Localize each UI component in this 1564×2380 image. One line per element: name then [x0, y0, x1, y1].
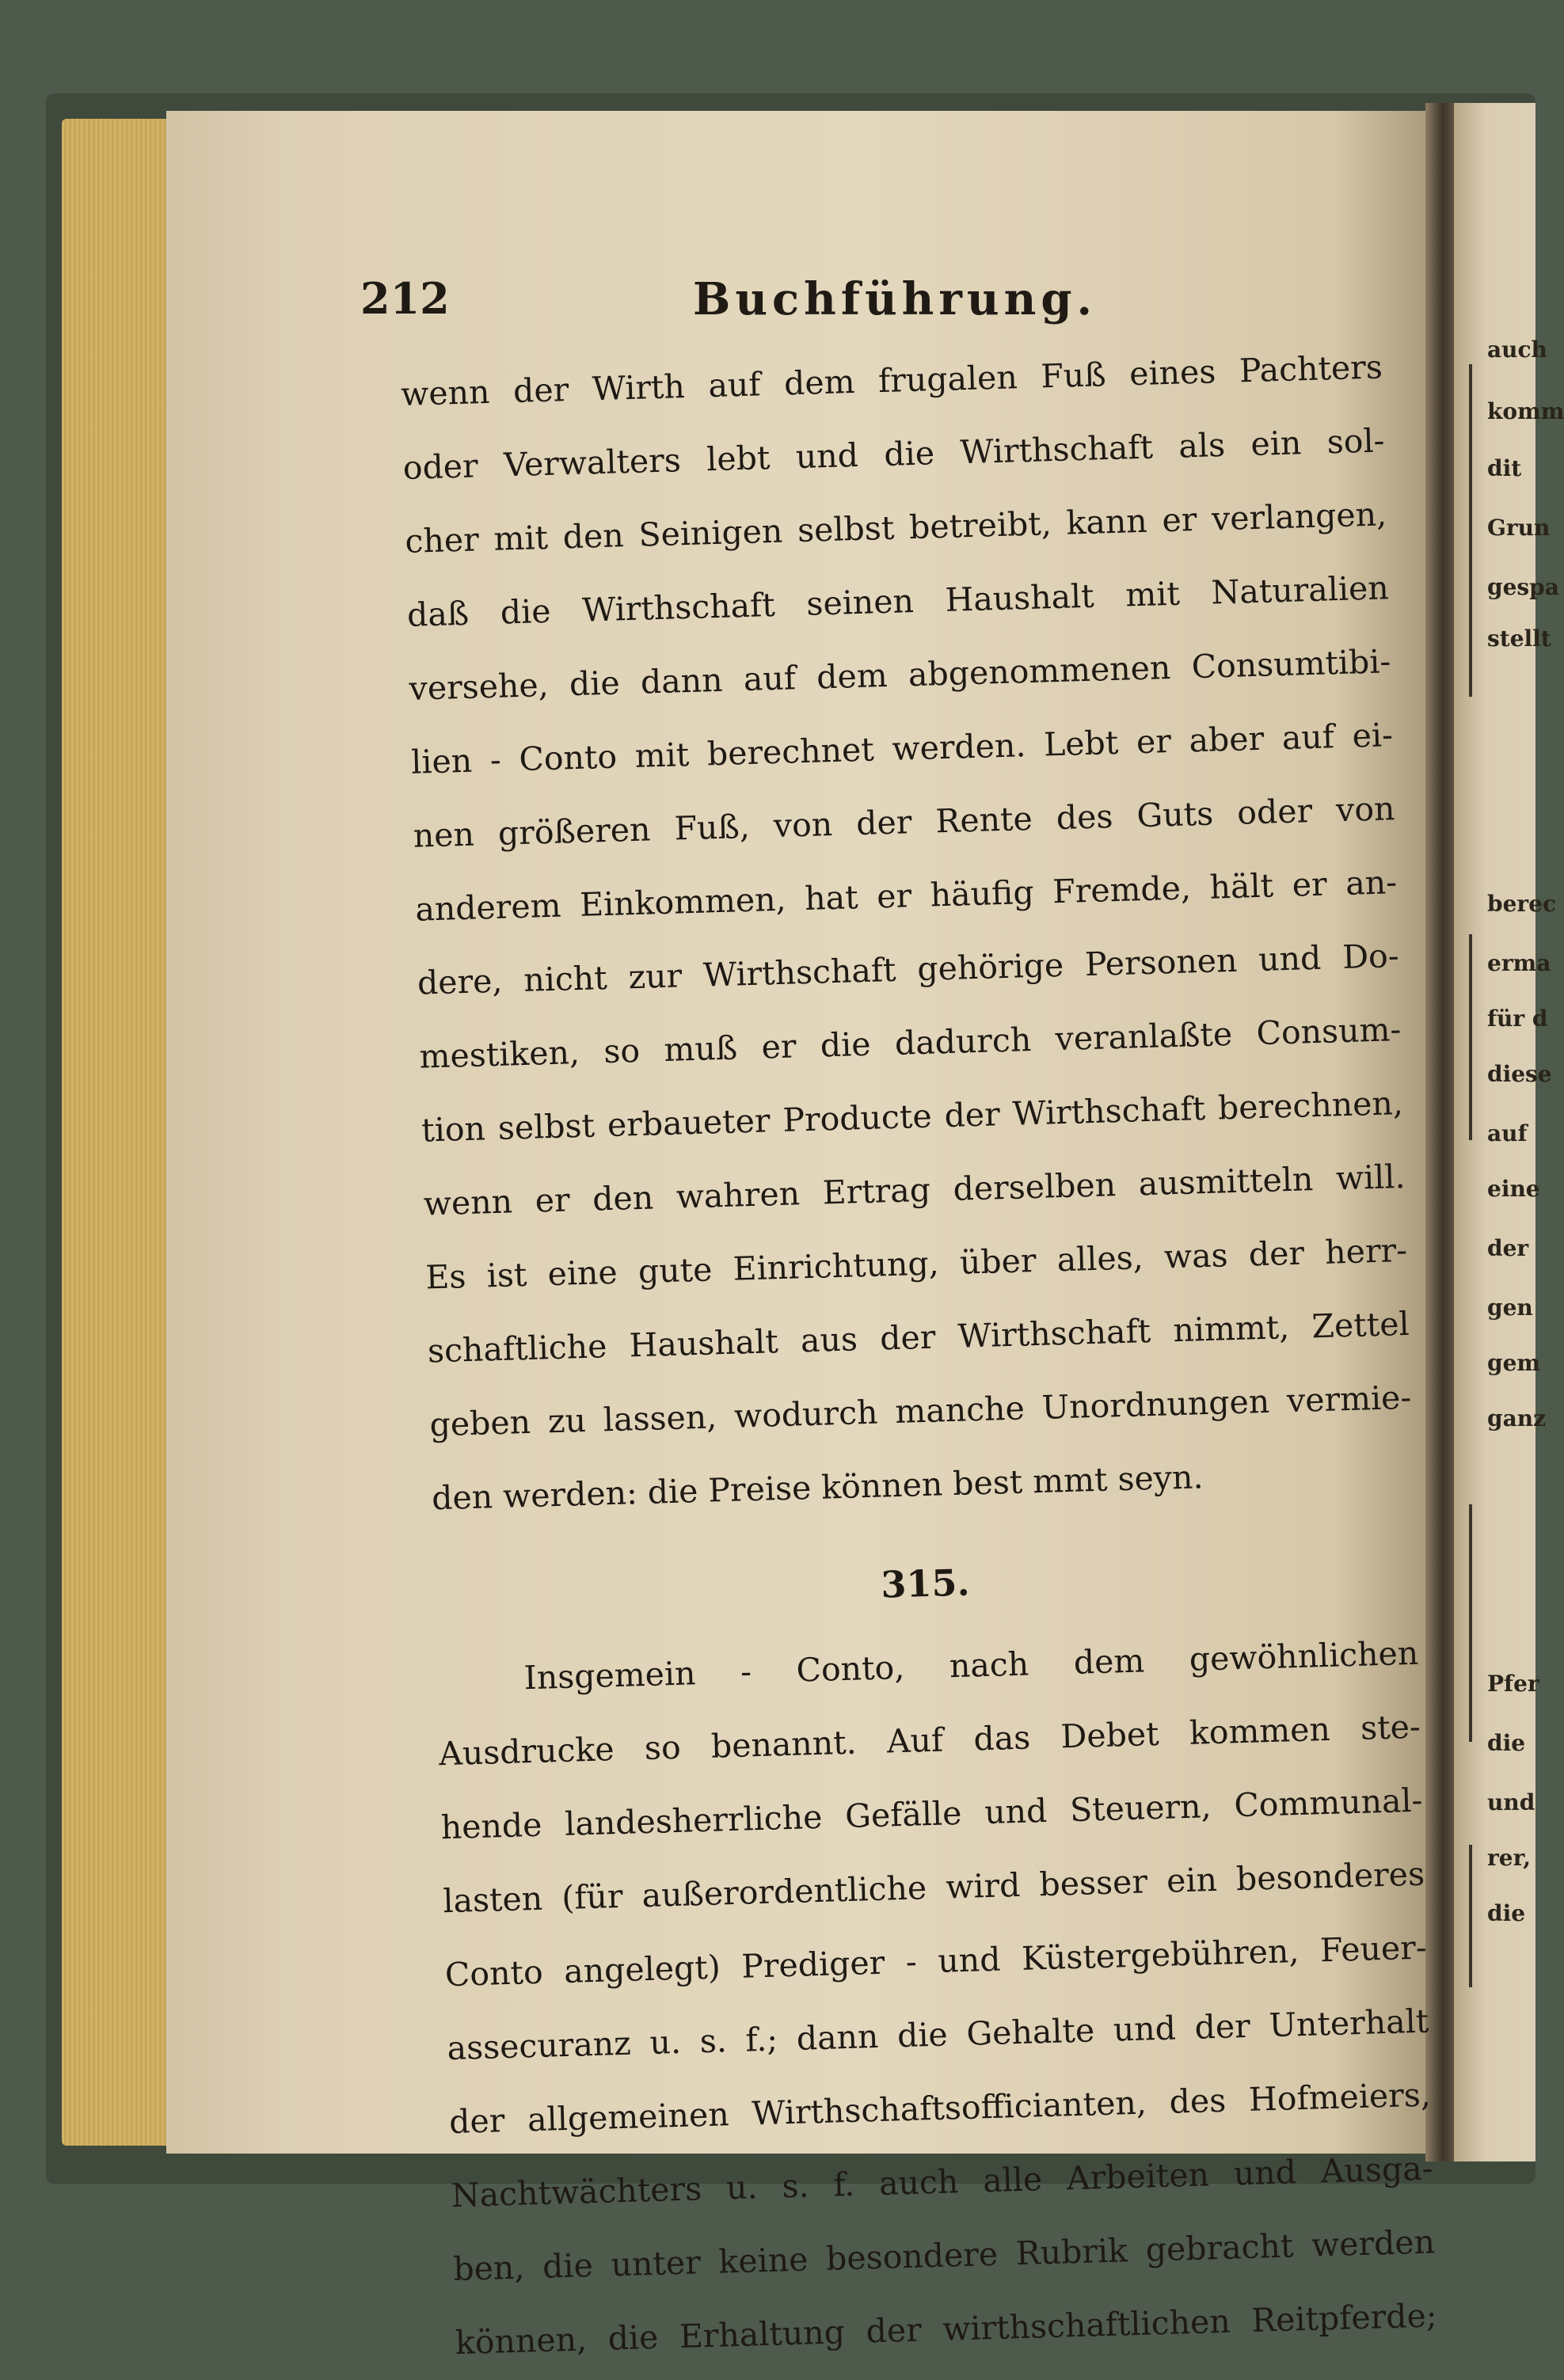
facing-fragment: eine [1487, 1176, 1540, 1202]
facing-fragment: die [1487, 1900, 1526, 1926]
facing-fragment: rer, [1487, 1845, 1532, 1871]
text-line: cher mit den Seinigen selbst betreibt, kann er verlangen, [404, 495, 1387, 561]
text-line: ben, die unter keine besondere Rubrik gebracht werden [452, 2222, 1436, 2289]
facing-fragment: Pfer [1487, 1671, 1539, 1697]
facing-fragment: gem [1487, 1350, 1541, 1376]
margin-line [1469, 364, 1472, 697]
text-line: lien - Conto mit berechnet werden. Lebt er aber auf ei- [410, 716, 1394, 781]
text-line: den werden: die Preise können best mmt seyn. [431, 1458, 1204, 1518]
text-line: assecuranz u. s. f.; dann die Gehalte und der Unterhalt [446, 2002, 1429, 2068]
text-line: können, die Erhaltung der wirthschaftlichen Reitpferde; [455, 2296, 1438, 2363]
body-text [400, 330, 1438, 2380]
facing-fragment: stellt [1487, 625, 1551, 652]
text-line: Ausdrucke so benannt. Auf das Debet kommen ste- [438, 1707, 1421, 1774]
text-line: versehe, die dann auf dem abgenommenen Consumtibi- [409, 642, 1391, 708]
text-line: Insgemein - Conto, nach dem gewöhnlichen [523, 1633, 1419, 1698]
text-line: hende landesherrliche Gefälle und Steuern, Communal- [440, 1781, 1424, 1847]
facing-fragment: Grun [1487, 515, 1551, 541]
margin-line [1469, 1845, 1472, 1987]
facing-fragment: komm [1487, 398, 1564, 424]
text-line: Conto angelegt) Prediger - und Küstergebühren, Feuer- [444, 1928, 1428, 1994]
text-line: Nachtwächters u. s. f. auch alle Arbeiten und Ausga- [451, 2149, 1434, 2215]
margin-line [1469, 1504, 1472, 1742]
text-line: geben zu lassen, wodurch manche Unordnungen vermie- [428, 1378, 1412, 1444]
text-line: lasten (für außerordentliche wird besser ein besonderes [442, 1854, 1425, 1921]
text-line: daß die Wirthschaft seinen Haushalt mit Naturalien [406, 568, 1390, 634]
facing-fragment: für d [1487, 1006, 1548, 1032]
text-line: der allgemeinen Wirthschaftsofficianten, des Hofmeiers, [448, 2075, 1432, 2142]
running-head: Buchführung. [693, 273, 1097, 325]
facing-fragment: berec [1487, 891, 1557, 917]
facing-fragment: gespa [1487, 574, 1559, 600]
facing-fragment: dit [1487, 455, 1522, 481]
text-line: Es ist eine gute Einrichtung, über alles, was der herr- [424, 1230, 1408, 1297]
facing-fragment: auf [1487, 1120, 1528, 1146]
margin-line [1469, 934, 1472, 1140]
text-line: wenn er den wahren Ertrag derselben ausmitteln will. [423, 1157, 1406, 1223]
facing-fragment: auch [1487, 336, 1547, 363]
facing-fragment: die [1487, 1730, 1526, 1756]
facing-fragment: der [1487, 1235, 1529, 1261]
text-line: schaftliche Haushalt aus der Wirthschaft nimmt, Zettel [427, 1304, 1410, 1371]
facing-fragment: erma [1487, 950, 1551, 976]
text-line: nen größeren Fuß, von der Rente des Guts oder von [413, 789, 1396, 855]
text-line: oder Verwalters lebt und die Wirthschaft als ein sol- [402, 421, 1386, 487]
text-line: dere, nicht zur Wirthschaft gehörige Personen und Do- [417, 937, 1400, 1002]
text-line: wenn der Wirth auf dem frugalen Fuß eines Pachters [400, 348, 1383, 413]
page-header [360, 273, 1358, 336]
facing-fragment: ganz [1487, 1405, 1546, 1431]
section-number: 315. [880, 1561, 971, 1606]
book-gutter [1425, 103, 1457, 2161]
page-number: 212 [360, 273, 450, 324]
facing-fragment: gen [1487, 1295, 1533, 1321]
facing-fragment: diese [1487, 1061, 1552, 1087]
text-line: anderem Einkommen, hat er häufig Fremde, hält er an- [414, 863, 1398, 929]
text-line: tion selbst erbaueter Producte der Wirthschaft berechnen, [420, 1084, 1404, 1150]
text-line: mestiken, so muß er die dadurch veranlaßte Consum- [418, 1010, 1402, 1076]
facing-fragment: und [1487, 1789, 1535, 1815]
